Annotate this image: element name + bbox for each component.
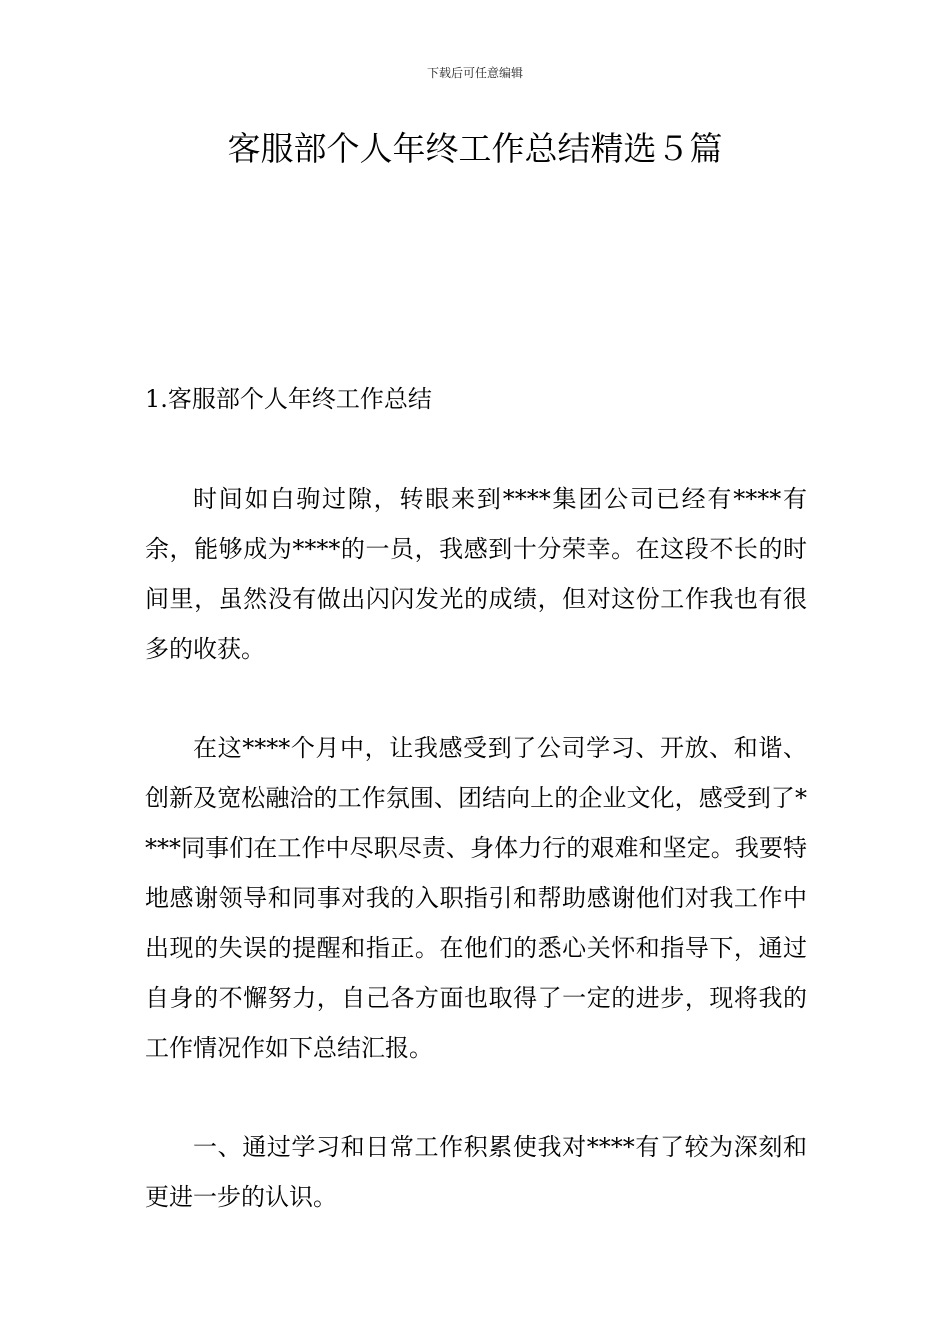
paragraph-spacer — [145, 674, 807, 723]
document-title: 客服部个人年终工作总结精选５篇 — [227, 129, 723, 168]
header-note: 下载后可任意编辑 — [426, 66, 523, 80]
paragraph-2: 在这****个月中，让我感受到了公司学习、开放、和谐、创新及宽松融洽的工作氛围、团结向上的企业文化，感受到了****同事们在工作中尽职尽责、身体力行的艰难和坚定。我要特地感谢领导和同事对我的入职指引和帮助感谢他们对我工作中出现的失误的提醒和指正。在他们的悉心关怀和指导下，通过自身的不懈努力，自己各方面也取得了一定的进步，现将我的工作情况作如下总结汇报。 — [145, 734, 807, 1062]
paragraph-1: 时间如白驹过隙，转眼来到****集团公司已经有****有余，能够成为****的一员，我感到十分荣幸。在这段不长的时间里，虽然没有做出闪闪发光的成绩，但对这份工作我也有很多的收获。 — [145, 485, 807, 663]
document-body — [145, 374, 807, 1222]
paragraph-spacer — [145, 424, 807, 474]
paragraph-spacer — [145, 1073, 807, 1122]
paragraph-3: 一、通过学习和日常工作积累使我对****有了较为深刻和更进一步的认识。 — [145, 1133, 807, 1211]
section-heading: 1.客服部个人年终工作总结 — [145, 385, 432, 413]
